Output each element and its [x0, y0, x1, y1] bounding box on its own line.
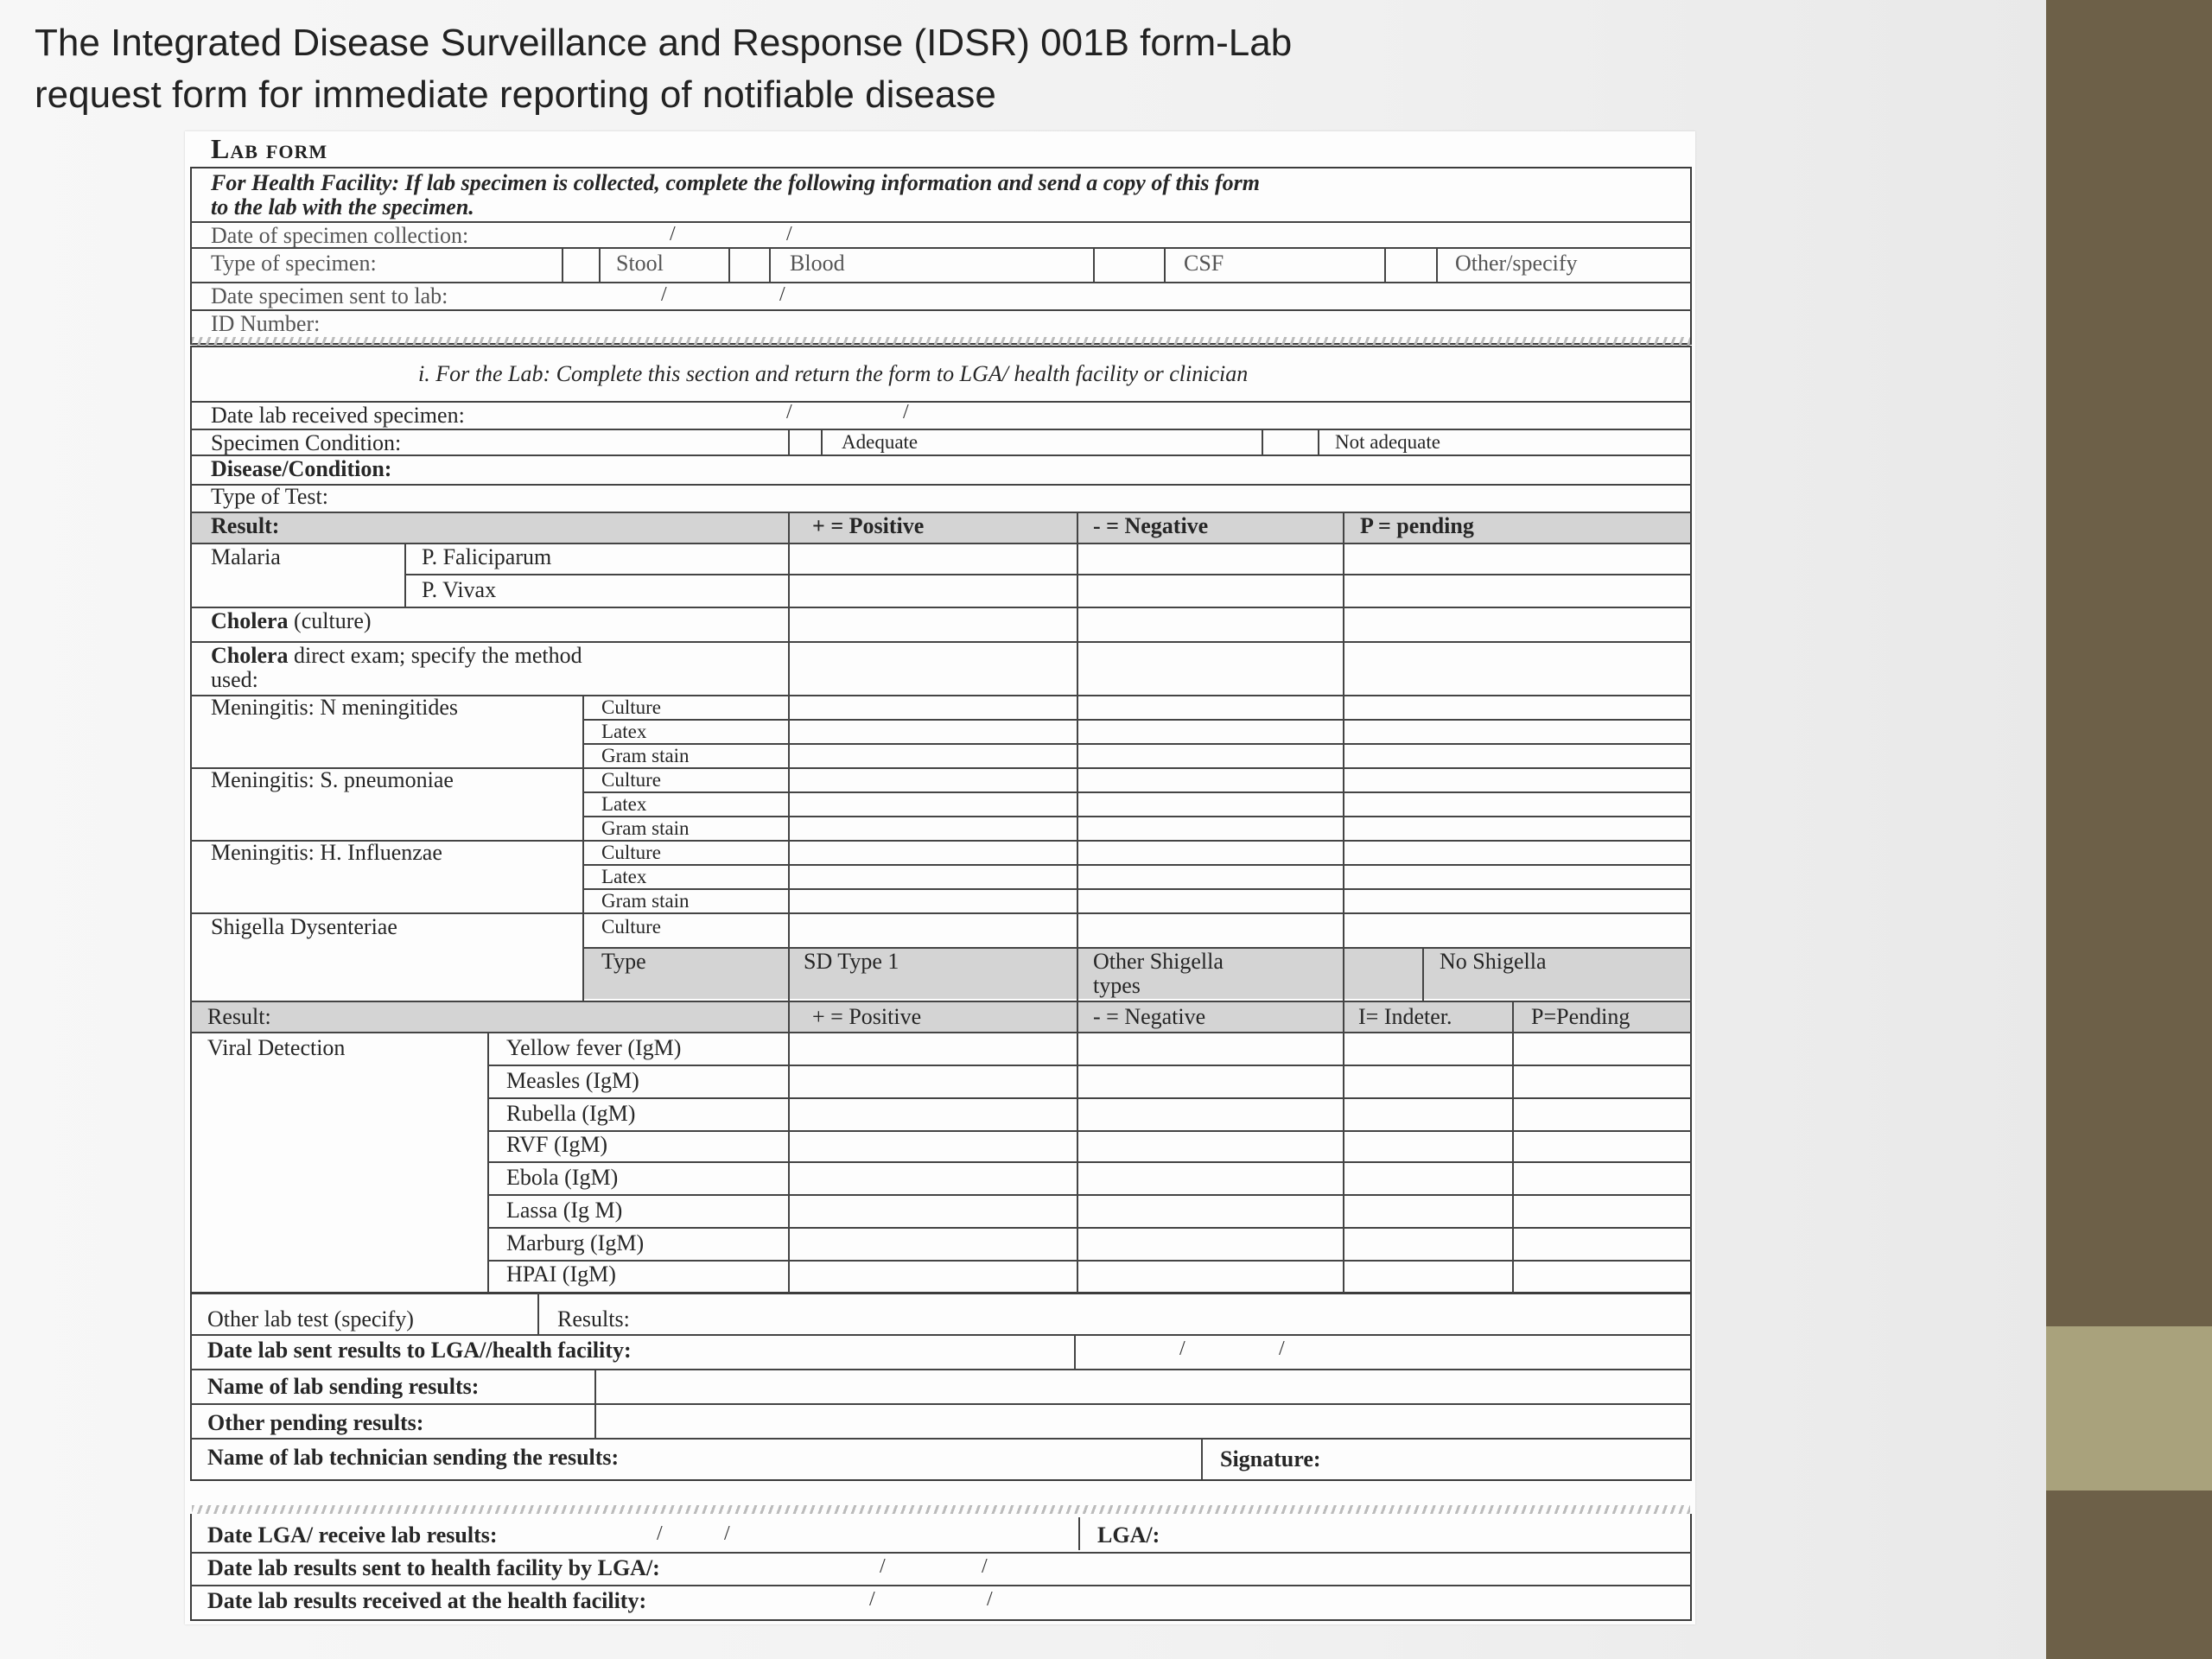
- cell-divider: [769, 247, 771, 282]
- column-divider: [788, 1002, 790, 1293]
- cholera-culture-label: [211, 608, 372, 634]
- row-divider: [190, 607, 1692, 608]
- cell-divider: [821, 429, 823, 454]
- date-slash: /: [1279, 1338, 1285, 1360]
- lab-section-box: [190, 346, 1692, 1294]
- cholera-direct-rest: direct exam; specify the method: [288, 643, 582, 668]
- type-label: Type: [601, 949, 646, 974]
- viral-item-lassa: Lassa (Ig M): [506, 1198, 623, 1223]
- date-slash: /: [1179, 1338, 1185, 1360]
- row-divider: [487, 1130, 1692, 1132]
- type-specimen-label: Type of specimen:: [211, 251, 377, 276]
- meningitis-n-label: Meningitis: N meningitides: [211, 695, 458, 720]
- viral-positive-header: + = Positive: [812, 1004, 922, 1029]
- type-of-test-label: Type of Test:: [211, 484, 328, 509]
- date-slash: /: [786, 401, 792, 423]
- date-slash: /: [880, 1555, 886, 1578]
- row-divider: [190, 912, 1692, 914]
- viral-pending-header: P=Pending: [1531, 1004, 1630, 1029]
- cell-divider: [1384, 247, 1386, 282]
- latex-label: Latex: [601, 793, 647, 815]
- adequate-option: Adequate: [842, 431, 918, 453]
- date-slash: /: [661, 283, 667, 306]
- lab-instruction: i. For the Lab: Complete this section and return the form to LGA/ health facility or clinician: [418, 361, 1249, 386]
- row-divider: [190, 247, 1692, 249]
- date-slash: /: [987, 1588, 993, 1611]
- id-number-label: ID Number:: [211, 311, 321, 336]
- latex-label: Latex: [601, 721, 647, 742]
- row-divider: [582, 743, 1692, 745]
- cholera-culture-bold: Cholera: [211, 608, 289, 633]
- date-collection-label: Date of specimen collection:: [211, 223, 469, 248]
- meningitis-s-label: Meningitis: S. pneumoniae: [211, 767, 454, 792]
- cell-divider: [537, 1293, 539, 1334]
- specimen-condition-label: Specimen Condition:: [211, 430, 402, 455]
- p-falciparum-label: P. Faliciparum: [422, 544, 552, 569]
- lga-receive-label: Date LGA/ receive lab results:: [207, 1522, 498, 1548]
- received-hf-label: Date lab results received at the health facility:: [207, 1588, 647, 1613]
- viral-indeter-header: I= Indeter.: [1358, 1004, 1452, 1029]
- csf-option: CSF: [1184, 251, 1224, 276]
- not-adequate-option: Not adequate: [1335, 431, 1440, 453]
- date-sent-label: Date specimen sent to lab:: [211, 283, 448, 308]
- sent-by-lga-label: Date lab results sent to health facility by LGA/:: [207, 1555, 660, 1580]
- row-divider: [582, 888, 1692, 890]
- cell-divider: [728, 247, 730, 282]
- culture-label: Culture: [601, 769, 661, 791]
- malaria-label: Malaria: [211, 544, 281, 569]
- disease-condition-label: Disease/Condition:: [211, 456, 392, 481]
- viral-negative-header: - = Negative: [1093, 1004, 1206, 1029]
- pending-header: P = pending: [1360, 513, 1474, 538]
- cell-divider: [1164, 247, 1166, 282]
- cell-divider: [1436, 247, 1438, 282]
- stool-option: Stool: [616, 251, 664, 276]
- results-label: Results:: [557, 1306, 630, 1332]
- negative-header: - = Negative: [1093, 513, 1209, 538]
- cholera-culture-rest: (culture): [288, 608, 372, 633]
- other-specify-option: Other/specify: [1455, 251, 1578, 276]
- row-divider: [582, 864, 1692, 866]
- row-divider: [404, 574, 1692, 575]
- row-divider: [487, 1194, 1692, 1196]
- viral-item-hpai: HPAI (IgM): [506, 1262, 616, 1287]
- row-divider: [582, 791, 1692, 793]
- meningitis-h-label: Meningitis: H. Influenzae: [211, 840, 442, 865]
- blood-option: Blood: [790, 251, 845, 276]
- cholera-direct-line-2: used:: [211, 667, 258, 692]
- date-slash: /: [869, 1588, 875, 1611]
- slide-title: [35, 17, 1503, 121]
- other-shigella-line-2: types: [1093, 973, 1141, 998]
- row-divider: [487, 1065, 1692, 1066]
- gram-stain-label: Gram stain: [601, 890, 690, 912]
- row-divider: [190, 1585, 1692, 1586]
- column-divider: [788, 512, 790, 1001]
- name-lab-label: Name of lab sending results:: [207, 1374, 480, 1399]
- culture-label: Culture: [601, 696, 661, 718]
- date-results-sent-label: Date lab sent results to LGA//health facility:: [207, 1338, 632, 1363]
- cell-divider: [1343, 947, 1344, 1001]
- viral-item-marburg: Marburg (IgM): [506, 1230, 645, 1255]
- row-divider: [190, 543, 1692, 544]
- row-divider: [190, 454, 1692, 456]
- column-divider: [1343, 1002, 1344, 1293]
- row-divider: [582, 719, 1692, 721]
- row-divider: [190, 309, 1692, 311]
- cell-divider: [562, 247, 563, 282]
- result-header-label: Result:: [211, 513, 280, 538]
- other-lab-test-label: Other lab test (specify): [207, 1306, 414, 1332]
- form-title: Lab form: [211, 133, 328, 164]
- date-slash: /: [982, 1555, 988, 1578]
- cell-divider: [1074, 1334, 1076, 1369]
- row-divider: [487, 1227, 1692, 1229]
- row-divider: [582, 816, 1692, 817]
- viral-header-shading: [192, 1002, 1690, 1032]
- positive-header: + = Positive: [812, 513, 925, 538]
- viral-item-measles: Measles (IgM): [506, 1068, 639, 1093]
- row-divider: [487, 1097, 1692, 1099]
- signature-label: Signature:: [1220, 1446, 1321, 1471]
- cell-divider: [1078, 1517, 1080, 1550]
- viral-item-yellow-fever: Yellow fever (IgM): [506, 1035, 682, 1060]
- column-divider: [1077, 1002, 1078, 1293]
- no-shigella-label: No Shigella: [1440, 949, 1547, 974]
- row-divider: [190, 1552, 1692, 1554]
- technician-label: Name of lab technician sending the results:: [207, 1445, 620, 1470]
- date-slash: /: [724, 1522, 730, 1545]
- column-divider: [1512, 1002, 1514, 1293]
- p-vivax-label: P. Vivax: [422, 577, 497, 602]
- cell-divider: [599, 247, 601, 282]
- cell-divider: [788, 947, 790, 1001]
- tear-line: [192, 1505, 1690, 1514]
- cell-divider: [788, 429, 790, 454]
- row-divider: [190, 484, 1692, 486]
- cell-divider: [1422, 947, 1424, 1001]
- viral-detection-label: Viral Detection: [207, 1035, 346, 1060]
- gram-stain-label: Gram stain: [601, 745, 690, 766]
- sd-type1-label: SD Type 1: [804, 949, 899, 974]
- date-received-label: Date lab received specimen:: [211, 403, 465, 428]
- other-pending-label: Other pending results:: [207, 1410, 424, 1435]
- facility-instruction-line-2: to the lab with the specimen.: [211, 194, 474, 219]
- slide-title-line-2: request form for immediate reporting of notifiable disease: [35, 73, 996, 116]
- row-divider: [487, 1260, 1692, 1262]
- latex-label: Latex: [601, 866, 647, 887]
- viral-item-rubella: Rubella (IgM): [506, 1101, 636, 1126]
- facility-instruction-line-1: For Health Facility: If lab specimen is collected, complete the following information and send a copy of this form: [211, 170, 1261, 195]
- viral-result-label: Result:: [207, 1004, 271, 1029]
- date-slash: /: [903, 401, 909, 423]
- row-divider: [190, 1438, 1692, 1440]
- column-divider: [1343, 512, 1344, 1001]
- cell-divider: [1093, 247, 1095, 282]
- cell-divider: [1262, 429, 1263, 454]
- date-slash: /: [779, 283, 785, 306]
- row-divider: [190, 429, 1692, 430]
- row-divider: [190, 1334, 1692, 1336]
- date-slash: /: [786, 223, 792, 245]
- row-divider: [190, 1403, 1692, 1405]
- slide-side-accent: [2046, 1326, 2212, 1491]
- culture-label: Culture: [601, 916, 661, 938]
- other-shigella-line-1: Other Shigella: [1093, 949, 1224, 974]
- culture-label: Culture: [601, 842, 661, 863]
- row-divider: [190, 1369, 1692, 1370]
- viral-item-rvf: RVF (IgM): [506, 1132, 608, 1157]
- slide-title-line-1: The Integrated Disease Surveillance and Response (IDSR) 001B form-Lab: [35, 22, 1293, 64]
- cell-divider: [1077, 947, 1078, 1001]
- lga-label: LGA/:: [1097, 1522, 1160, 1548]
- column-divider: [1077, 512, 1078, 1001]
- tear-line: [192, 337, 1690, 346]
- viral-item-ebola: Ebola (IgM): [506, 1165, 619, 1190]
- cell-divider: [1318, 429, 1319, 454]
- shigella-label: Shigella Dysenteriae: [211, 914, 397, 939]
- row-divider: [487, 1161, 1692, 1163]
- gram-stain-label: Gram stain: [601, 817, 690, 839]
- date-slash: /: [657, 1522, 663, 1545]
- row-divider: [190, 1032, 1692, 1033]
- cell-divider: [1201, 1438, 1203, 1479]
- cholera-direct-bold: Cholera: [211, 643, 289, 668]
- cholera-direct-label: [211, 643, 582, 669]
- date-slash: /: [670, 223, 676, 245]
